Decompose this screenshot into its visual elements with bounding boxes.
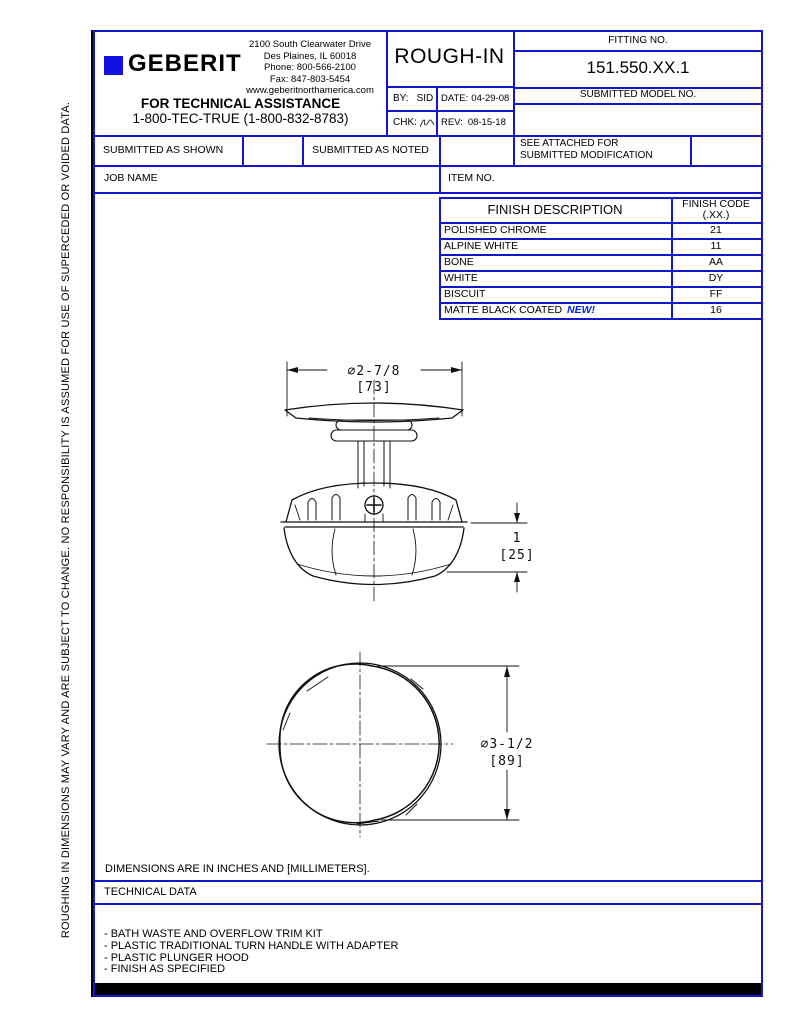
title-block-frame — [93, 30, 763, 997]
finish-row-description: POLISHED CHROME — [444, 224, 547, 236]
chk-cell — [393, 110, 435, 135]
finish-row-code: FF — [709, 288, 723, 300]
date-cell — [441, 86, 511, 110]
finish-row-code: 21 — [710, 224, 722, 236]
technical-data-item: - PLASTIC PLUNGER HOOD — [104, 951, 249, 964]
technical-data-label: TECHNICAL DATA — [104, 886, 197, 898]
rev-cell — [441, 110, 511, 135]
see-attached-label — [520, 138, 688, 162]
divider-line — [690, 135, 692, 165]
by-value: SID — [416, 92, 434, 104]
divider-line — [95, 903, 761, 905]
divider-line — [436, 86, 438, 135]
address-line: 2100 South Clearwater Drive — [249, 39, 371, 50]
chk-signature — [419, 113, 435, 133]
finish-row-code: 16 — [710, 304, 722, 316]
rev-value: 08-15-18 — [467, 117, 506, 128]
finish-code-header-line2: (.XX.) — [702, 209, 730, 221]
dim-hood-diameter — [378, 666, 533, 820]
finish-row-description: WHITE — [444, 272, 478, 284]
job-name-label: JOB NAME — [104, 172, 158, 184]
see-attached-line1: SEE ATTACHED FOR — [520, 138, 619, 149]
dim-bottom-inches: ∅3-1/2 — [480, 737, 534, 752]
centerlines-bottom — [267, 652, 453, 837]
new-badge: NEW! — [567, 304, 596, 316]
by-cell — [393, 86, 435, 110]
address-line: Fax: 847-803-5454 — [269, 73, 351, 85]
fitting-no-label: FITTING NO. — [608, 35, 668, 46]
by-label: BY: — [393, 92, 409, 104]
technical-assistance-phone: 1-800-TEC-TRUE (1-800-832-8783) — [132, 111, 349, 126]
company-address — [235, 39, 385, 97]
technical-data-item: - BATH WASTE AND OVERFLOW TRIM KIT — [104, 928, 323, 940]
rev-label: REV: — [441, 117, 463, 128]
technical-data-item: - PLASTIC TRADITIONAL TURN HANDLE WITH ADAPTER — [104, 939, 399, 952]
finish-row-code: AA — [708, 256, 723, 268]
divider-line — [95, 880, 761, 882]
date-value: 04-29-08 — [471, 92, 510, 104]
geberit-logo-text: GEBERIT — [128, 50, 242, 77]
dim-cap-mm: [73] — [356, 380, 392, 395]
finish-row-description: ALPINE WHITE — [444, 240, 519, 252]
dim-hood-mm: [25] — [499, 548, 535, 563]
date-label: DATE: — [441, 92, 469, 104]
divider-line — [513, 50, 761, 52]
dim-cap-inches: ∅2-7/8 — [347, 364, 401, 379]
chk-label: CHK: — [393, 117, 417, 128]
divider-line — [242, 135, 244, 165]
technical-data-item: - FINISH AS SPECIFIED — [104, 963, 226, 976]
address-line: Phone: 800-566-2100 — [264, 62, 356, 74]
finish-row-code: 11 — [710, 240, 722, 252]
divider-line — [439, 135, 441, 192]
technical-assistance-title: FOR TECHNICAL ASSISTANCE — [140, 96, 341, 111]
finish-description-header: FINISH DESCRIPTION — [487, 202, 623, 217]
bottom-black-bar — [95, 983, 761, 995]
divider-line — [513, 103, 761, 105]
dim-cap-diameter — [287, 362, 462, 416]
submitted-as-noted-label: SUBMITTED AS NOTED — [312, 144, 429, 156]
fitting-number: 151.550.XX.1 — [586, 58, 690, 77]
side-disclaimer-text: ROUGHING IN DIMENSIONS MAY VARY AND ARE SUBJECT TO CHANGE. NO RESPONSIBILITY IS ASSUMED FOR USE OF SUPERCEDED OR VOIDED DATA. — [60, 101, 72, 939]
finish-row-description-text: MATTE BLACK COATED — [444, 304, 563, 316]
item-no-label: ITEM NO. — [448, 172, 495, 184]
see-attached-line2: SUBMITTED MODIFICATION — [520, 150, 653, 161]
trim-handle-drawing — [95, 192, 765, 880]
finish-row-description: BONE — [444, 256, 474, 268]
finish-code-header-line1: FINISH CODE — [682, 198, 750, 210]
dim-hood-inches: 1 — [512, 531, 522, 546]
submitted-as-shown-label: SUBMITTED AS SHOWN — [103, 144, 224, 156]
units-note: DIMENSIONS ARE IN INCHES AND [MILLIMETERS]. — [105, 863, 370, 875]
technical-data-list — [104, 929, 398, 976]
finish-row-description: BISCUIT — [444, 288, 486, 300]
address-line: Des Plaines, IL 60018 — [263, 50, 357, 62]
doc-type-title: ROUGH-IN — [394, 45, 505, 68]
geberit-logo-mark — [104, 56, 123, 75]
address-line: www.geberitnorthamerica.com — [246, 85, 374, 97]
dim-bottom-mm: [89] — [489, 754, 525, 769]
submitted-model-label: SUBMITTED MODEL NO. — [579, 89, 697, 100]
finish-row-code: DY — [708, 272, 724, 284]
